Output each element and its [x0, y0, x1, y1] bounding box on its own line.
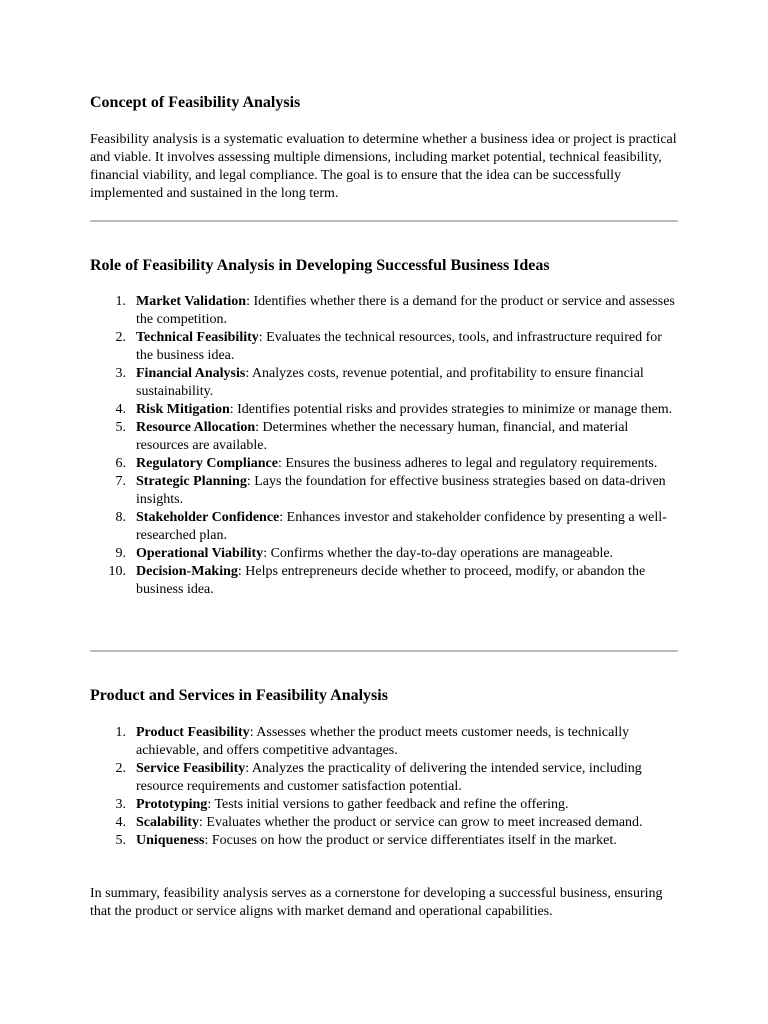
list-number: 3. [115, 797, 126, 812]
list-number: 2. [115, 330, 126, 345]
list-item [90, 796, 678, 814]
list-term: Product Feasibility [136, 725, 250, 740]
list-item [90, 832, 678, 850]
section-heading-products: Product and Services in Feasibility Analysis [90, 687, 388, 704]
list-item [90, 760, 678, 796]
list-number: 6. [115, 456, 126, 471]
divider [90, 650, 678, 652]
list-text: : Analyzes the practicality of delivering the intended service, including resource requirements and customer satisfaction potential. [136, 761, 642, 794]
list-term: Decision-Making [136, 564, 238, 579]
divider [90, 220, 678, 222]
list-text: : Evaluates whether the product or service can grow to meet increased demand. [199, 815, 643, 830]
list-number: 7. [115, 474, 126, 489]
concept-paragraph: Feasibility analysis is a systematic evaluation to determine whether a business idea or project is practical and viable. It involves assessing multiple dimensions, including market potential, technical feasibility, financial viability, and legal compliance. The goal is to ensure that the idea can be successfully implemented and sustained in the long term. [90, 132, 677, 201]
list-term: Operational Viability [136, 546, 264, 561]
list-item [90, 814, 678, 832]
list-number: 3. [115, 366, 126, 381]
list-item [90, 545, 678, 563]
list-text: : Determines whether the necessary human, financial, and material resources are available. [136, 420, 629, 453]
list-term: Strategic Planning [136, 474, 247, 489]
section-heading-concept: Concept of Feasibility Analysis [90, 94, 301, 111]
list-text: : Assesses whether the product meets customer needs, is technically achievable, and offers competitive advantages. [136, 725, 630, 758]
list-item [90, 365, 678, 401]
list-text: : Analyzes costs, revenue potential, and profitability to ensure financial sustainability. [136, 366, 644, 399]
role-list [90, 293, 678, 599]
list-number: 2. [115, 761, 126, 776]
list-term: Uniqueness [136, 833, 205, 848]
list-term: Stakeholder Confidence [136, 510, 280, 525]
list-item [90, 455, 678, 473]
list-item [90, 329, 678, 365]
list-text: : Identifies whether there is a demand for the product or service and assesses the competition. [136, 294, 675, 327]
list-term: Prototyping [136, 797, 208, 812]
list-text: : Helps entrepreneurs decide whether to proceed, modify, or abandon the business idea. [136, 564, 646, 597]
list-item [90, 419, 678, 455]
list-text: : Evaluates the technical resources, tools, and infrastructure required for the business idea. [136, 330, 662, 363]
list-number: 4. [115, 815, 126, 830]
list-item [90, 473, 678, 509]
list-item [90, 293, 678, 329]
list-number: 9. [115, 546, 126, 561]
list-text: : Identifies potential risks and provides strategies to minimize or manage them. [229, 402, 673, 417]
list-number: 8. [115, 510, 126, 525]
list-term: Market Validation [136, 294, 247, 309]
list-text: : Tests initial versions to gather feedback and refine the offering. [207, 797, 569, 812]
list-item [90, 563, 678, 599]
list-text: : Enhances investor and stakeholder confidence by presenting a well-researched plan. [136, 510, 667, 543]
list-term: Resource Allocation [136, 420, 256, 435]
list-term: Financial Analysis [136, 366, 246, 381]
list-number: 5. [115, 833, 126, 848]
list-term: Regulatory Compliance [136, 456, 278, 471]
list-text: : Ensures the business adheres to legal and regulatory requirements. [277, 456, 658, 471]
list-number: 1. [115, 725, 126, 740]
products-list [90, 724, 678, 850]
list-term: Service Feasibility [136, 761, 246, 776]
list-text: : Focuses on how the product or service differentiates itself in the market. [204, 833, 617, 848]
section-heading-role: Role of Feasibility Analysis in Developing Successful Business Ideas [90, 257, 550, 274]
list-number: 5. [115, 420, 126, 435]
list-term: Risk Mitigation [136, 402, 230, 417]
list-item [90, 724, 678, 760]
list-text: : Confirms whether the day-to-day operations are manageable. [263, 546, 614, 561]
list-number: 4. [115, 402, 126, 417]
list-number: 1. [115, 294, 126, 309]
list-term: Scalability [136, 815, 200, 830]
list-item [90, 401, 678, 419]
list-item [90, 509, 678, 545]
summary-paragraph: In summary, feasibility analysis serves as a cornerstone for developing a successful business, ensuring that the product or service aligns with market demand and operational capabilities. [90, 886, 663, 919]
list-term: Technical Feasibility [136, 330, 259, 345]
list-text: : Lays the foundation for effective business strategies based on data-driven insights. [136, 474, 666, 507]
list-number: 10. [108, 564, 126, 579]
